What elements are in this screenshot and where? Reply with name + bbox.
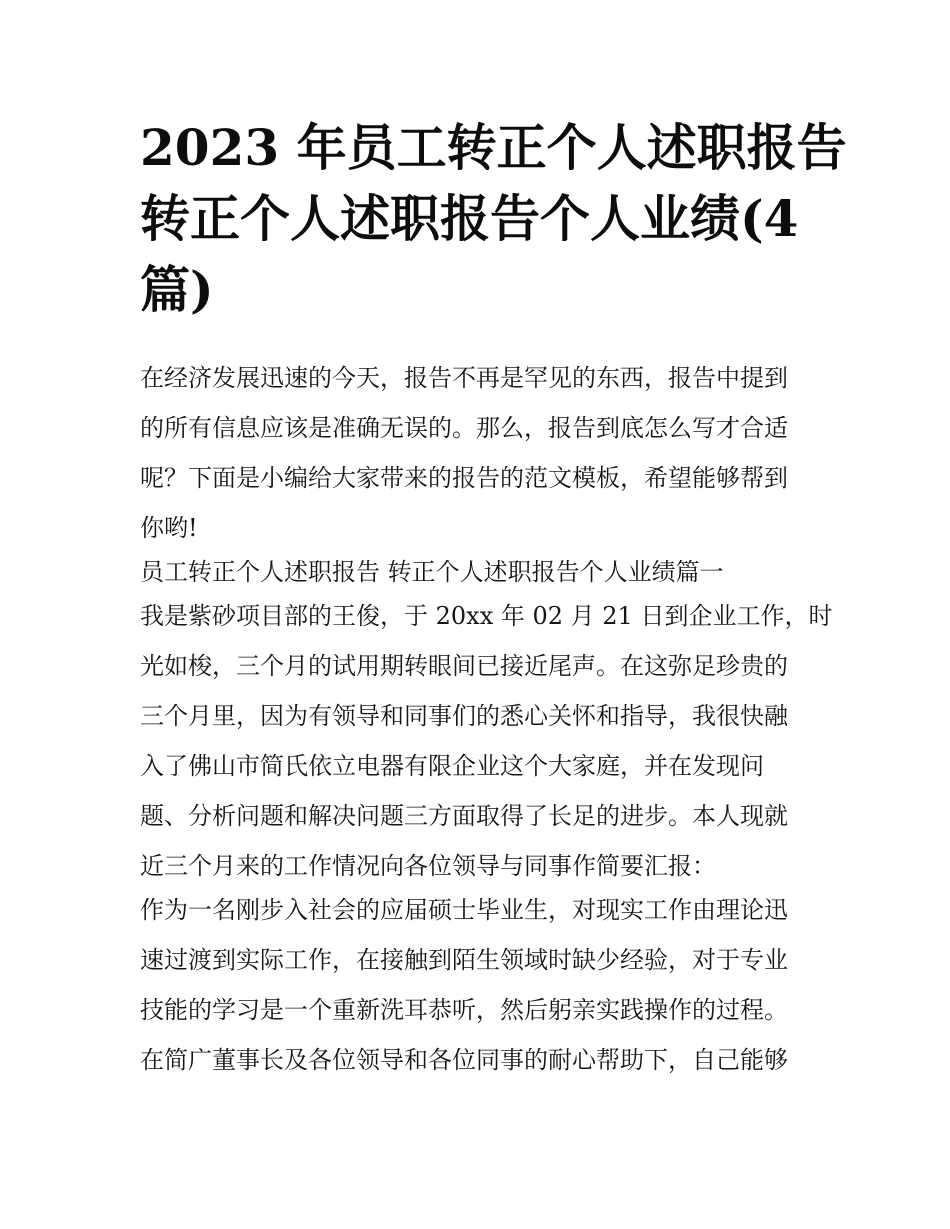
body-line: 你哟!	[140, 514, 198, 542]
body-line: 我是紫砂项目部的王俊，于 20xx 年 02 月 21 日到企业工作，时	[140, 602, 833, 630]
body-line: 在简广董事长及各位领导和各位同事的耐心帮助下，自己能够	[140, 1046, 788, 1074]
body-line: 的所有信息应该是准确无误的。那么，报告到底怎么写才合适	[140, 414, 788, 442]
body-line: 光如梭，三个月的试用期转眼间已接近尾声。在这弥足珍贵的	[140, 652, 788, 680]
body-line: 呢？下面是小编给大家带来的报告的范文模板，希望能够帮到	[140, 464, 788, 492]
body-line: 入了佛山市简氏依立电器有限企业这个大家庭，并在发现问	[140, 752, 764, 780]
body-line: 近三个月来的工作情况向各位领导与同事作简要汇报：	[140, 852, 716, 880]
body-line: 题、分析问题和解决问题三方面取得了长足的进步。本人现就	[140, 802, 788, 830]
section-heading: 员工转正个人述职报告 转正个人述职报告个人业绩篇一	[140, 558, 724, 586]
title-line-2: 转正个人述职报告个人业绩(4	[140, 189, 799, 248]
body-line: 技能的学习是一个重新洗耳恭听，然后躬亲实践操作的过程。	[140, 996, 788, 1024]
body-line: 三个月里，因为有领导和同事们的悉心关怀和指导，我很快融	[140, 702, 788, 730]
title-line-3: 篇)	[140, 260, 214, 319]
body-line: 在经济发展迅速的今天，报告不再是罕见的东西，报告中提到	[140, 364, 788, 392]
title-line-1: 2023 年员工转正个人述职报告	[140, 118, 847, 177]
document-body	[140, 355, 833, 1087]
document-title	[140, 112, 847, 325]
body-line: 速过渡到实际工作，在接触到陌生领域时缺少经验，对于专业	[140, 946, 788, 974]
body-line: 作为一名刚步入社会的应届硕士毕业生，对现实工作由理论迅	[140, 896, 788, 924]
